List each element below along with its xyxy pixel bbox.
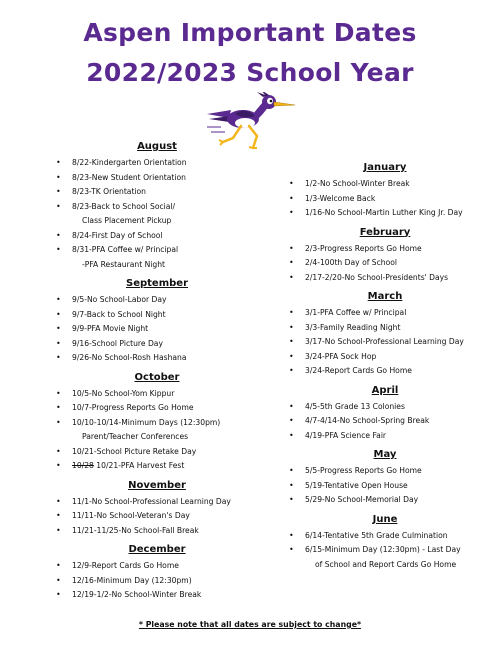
date-item	[285, 364, 485, 379]
left-column	[52, 141, 262, 609]
date-item-text: 9/7-Back to School Night	[72, 309, 166, 319]
date-item	[285, 400, 485, 415]
date-item	[52, 574, 262, 589]
page-subtitle: 2022/2023 School Year	[86, 58, 414, 87]
date-item-text: 8/23-TK Orientation	[72, 187, 146, 196]
date-item	[285, 414, 485, 429]
date-item-text: 8/23-Back to School Social/	[72, 201, 176, 211]
month-heading: December	[128, 544, 186, 555]
date-item	[52, 214, 262, 229]
date-item-text: 2/4-100th Day of School	[305, 258, 398, 267]
date-item-text: 3/24-PFA Sock Hop	[305, 351, 377, 361]
month-section-november	[52, 480, 262, 539]
date-item	[285, 192, 485, 207]
date-list	[285, 306, 485, 379]
date-item-text: 1/16-No School-Martin Luther King Jr. Day	[305, 208, 463, 217]
date-item	[52, 588, 262, 603]
month-section-august	[52, 141, 262, 272]
date-item	[52, 524, 262, 539]
date-item	[52, 293, 262, 308]
date-item	[285, 558, 485, 573]
date-item	[52, 258, 262, 273]
date-item	[52, 430, 262, 445]
date-item-text: 8/31-PFA Coffee w/ Principal	[72, 245, 179, 254]
month-heading: February	[359, 226, 411, 238]
date-item-text: 10/7-Progress Reports Go Home	[72, 403, 194, 412]
right-column	[285, 162, 485, 578]
date-item-text: 2/17-2/20-No School-Presidents' Days	[305, 272, 449, 282]
date-list	[285, 529, 485, 573]
date-item-text: 3/1-PFA Coffee w/ Principal	[305, 308, 407, 317]
date-item	[52, 229, 262, 244]
date-item	[52, 156, 262, 171]
date-item-text: 4/7-4/14-No School-Spring Break	[305, 416, 430, 425]
month-heading: January	[363, 162, 407, 173]
date-item-text: Parent/Teacher Conferences	[82, 432, 189, 441]
month-section-march	[285, 291, 485, 379]
month-heading: June	[372, 513, 398, 525]
date-item	[285, 206, 485, 221]
month-heading: October	[134, 371, 180, 383]
date-item	[52, 200, 262, 215]
date-item	[52, 351, 262, 366]
date-item-text: 12/16-Minimum Day (12:30pm)	[72, 575, 192, 585]
date-item-text: 10/21-PFA Harvest Fest	[93, 461, 185, 470]
date-item-text: 6/15-Minimum Day (12:30pm) - Last Day	[305, 545, 461, 554]
month-section-may	[285, 449, 485, 508]
date-item	[52, 416, 262, 431]
date-item-text: 3/3-Family Reading Night	[305, 322, 401, 332]
date-item-text: 12/9-Report Cards Go Home	[72, 561, 179, 570]
date-item-text: 3/17-No School-Professional Learning Day	[305, 337, 464, 346]
date-item-text: 4/19-PFA Science Fair	[305, 430, 387, 440]
date-item	[52, 459, 262, 474]
date-list	[285, 464, 485, 508]
date-item-text: 9/9-PFA Movie Night	[72, 324, 149, 333]
date-item-text: 4/5-5th Grade 13 Colonies	[305, 401, 405, 411]
month-section-june	[285, 514, 485, 573]
date-item	[52, 243, 262, 258]
date-item	[285, 543, 485, 558]
month-heading: May	[373, 449, 397, 460]
date-item-text: 5/29-No School-Memorial Day	[305, 495, 419, 504]
date-item	[285, 464, 485, 479]
date-item	[285, 493, 485, 508]
date-item	[285, 242, 485, 257]
date-item	[52, 322, 262, 337]
page-title: Aspen Important Dates	[83, 18, 417, 47]
month-section-february	[285, 227, 485, 286]
date-item	[52, 445, 262, 460]
month-section-september	[52, 278, 262, 366]
date-list	[52, 387, 262, 474]
date-item	[52, 401, 262, 416]
date-item-text: 12/19-1/2-No School-Winter Break	[72, 590, 202, 599]
date-item	[52, 387, 262, 402]
struck-date: 10/28	[72, 461, 94, 470]
date-item	[285, 177, 485, 192]
date-item-text: 5/5-Progress Reports Go Home	[305, 466, 422, 475]
date-item	[52, 509, 262, 524]
date-item	[285, 306, 485, 321]
date-list	[52, 495, 262, 539]
date-item	[285, 256, 485, 271]
date-item-text: 9/16-School Picture Day	[72, 338, 163, 348]
disclaimer-note: * Please note that all dates are subject to change*	[138, 620, 362, 629]
month-heading: April	[371, 384, 399, 396]
date-item	[52, 308, 262, 323]
date-item-text: 8/22-Kindergarten Orientation	[72, 158, 187, 167]
month-heading: November	[128, 479, 186, 491]
month-section-december	[52, 544, 262, 603]
date-item-text: 10/5-No School-Yom Kippur	[72, 388, 175, 398]
date-item	[285, 429, 485, 444]
date-item	[52, 337, 262, 352]
month-heading: March	[367, 291, 403, 302]
date-item-text: -PFA Restaurant Night	[82, 259, 165, 269]
month-heading: August	[137, 141, 177, 152]
date-item	[285, 529, 485, 544]
date-item	[285, 271, 485, 286]
date-item-text: 9/26-No School-Rosh Hashana	[72, 353, 187, 362]
date-item-text: 6/14-Tentative 5th Grade Culmination	[305, 530, 448, 540]
date-list	[285, 177, 485, 221]
date-list	[52, 293, 262, 366]
date-item-text: 11/21-11/25-No School-Fall Break	[72, 525, 199, 535]
date-item	[52, 495, 262, 510]
date-item-text: Class Placement Pickup	[82, 216, 172, 225]
date-item	[285, 350, 485, 365]
date-item-text: 8/23-New Student Orientation	[72, 172, 186, 182]
month-heading: September	[126, 278, 188, 289]
date-item-text: 11/1-No School-Professional Learning Day	[72, 496, 231, 506]
date-item-text: 10/10-10/14-Minimum Days (12:30pm)	[72, 417, 221, 427]
date-item-text: 1/3-Welcome Back	[305, 193, 376, 203]
month-section-april	[285, 385, 485, 444]
date-item-text: 5/19-Tentative Open House	[305, 480, 408, 490]
date-item-text: 2/3-Progress Reports Go Home	[305, 243, 422, 253]
date-item-text: 9/5-No School-Labor Day	[72, 295, 167, 304]
date-item-text: 11/11-No School-Veteran's Day	[72, 511, 190, 520]
date-item-text: 10/21-School Picture Retake Day	[72, 446, 197, 456]
date-item	[52, 559, 262, 574]
date-item	[285, 321, 485, 336]
date-list	[52, 559, 262, 603]
month-section-january	[285, 162, 485, 221]
date-list	[52, 156, 262, 272]
date-item-text: of School and Report Cards Go Home	[315, 559, 457, 569]
date-list	[285, 242, 485, 286]
date-item	[285, 335, 485, 350]
date-item-text: 3/24-Report Cards Go Home	[305, 366, 412, 375]
date-item	[285, 479, 485, 494]
date-item-text: 1/2-No School-Winter Break	[305, 179, 410, 188]
date-list	[285, 400, 485, 444]
date-item	[52, 171, 262, 186]
month-section-october	[52, 372, 262, 474]
date-item-text: 8/24-First Day of School	[72, 230, 163, 240]
date-item	[52, 185, 262, 200]
